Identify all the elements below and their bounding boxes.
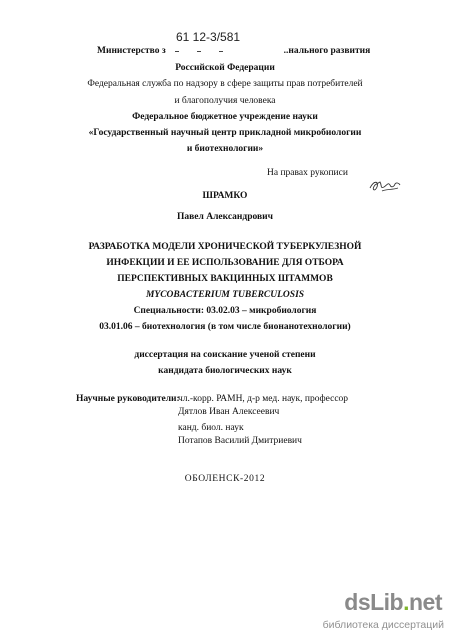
supervisors-label: Научные руководители: [76,394,180,404]
author-name: Павел Александрович [177,212,273,222]
specialty-line-2: 03.01.06 – биотехнология (в том числе бионанотехнологии) [99,322,351,332]
institution-line-3: и биотехнологии» [186,144,264,154]
supervisor-1-title: чл.-корр. РАМН, д-р мед. наук, профессор [178,394,349,404]
title-line-2: ИНФЕКЦИИ И ЕЕ ИСПОЛЬЗОВАНИЕ ДЛЯ ОТБОРА [106,258,344,268]
watermark-logo-text: dsLib.net [344,589,442,615]
service-line-2: и благополучия человека [174,96,276,106]
institution-line-2: «Государственный научный центр прикладной микробиологии [88,128,362,138]
title-line-1: РАЗРАБОТКА МОДЕЛИ ХРОНИЧЕСКОЙ ТУБЕРКУЛЕЗНОЙ [88,242,362,252]
watermark-subtitle: библиотека диссертаций [322,619,444,631]
watermark-logo [344,589,442,616]
city-year: ОБОЛЕНСК-2012 [184,474,266,484]
watermark [322,585,450,637]
author-surname: ШРАМКО [202,191,248,201]
supervisor-2-title: канд. биол. наук [178,423,244,433]
ministry-line [97,46,370,59]
ministry-start: Министерство з [97,46,166,56]
title-line-4: MYCOBACTERIUM TUBERCULOSIS [145,290,305,300]
federation-line: Российской Федерации [175,63,275,73]
supervisor-2-name: Потапов Василий Дмитриевич [178,436,302,446]
title-line-3: ПЕРСПЕКТИВНЫХ ВАКЦИННЫХ ШТАММОВ [117,274,333,284]
institution-line-1: Федеральное бюджетное учреждение науки [132,112,318,122]
service-line-1: Федеральная служба по надзору в сфере защиты прав потребителей [87,79,363,89]
ministry-end: ..нального развития [283,46,371,56]
catalog-stamp: 61 12-3/581 [176,30,241,44]
degree-line-1: диссертация на соискание ученой степени [134,350,316,360]
specialty-line-1: Специальности: 03.02.03 – микробиология [133,306,317,316]
rights-note: На правах рукописи [267,168,348,178]
supervisor-1-name: Дятлов Иван Алексеевич [178,407,280,417]
redaction-mask [166,48,284,59]
degree-line-2: кандидата биологических наук [158,366,292,376]
